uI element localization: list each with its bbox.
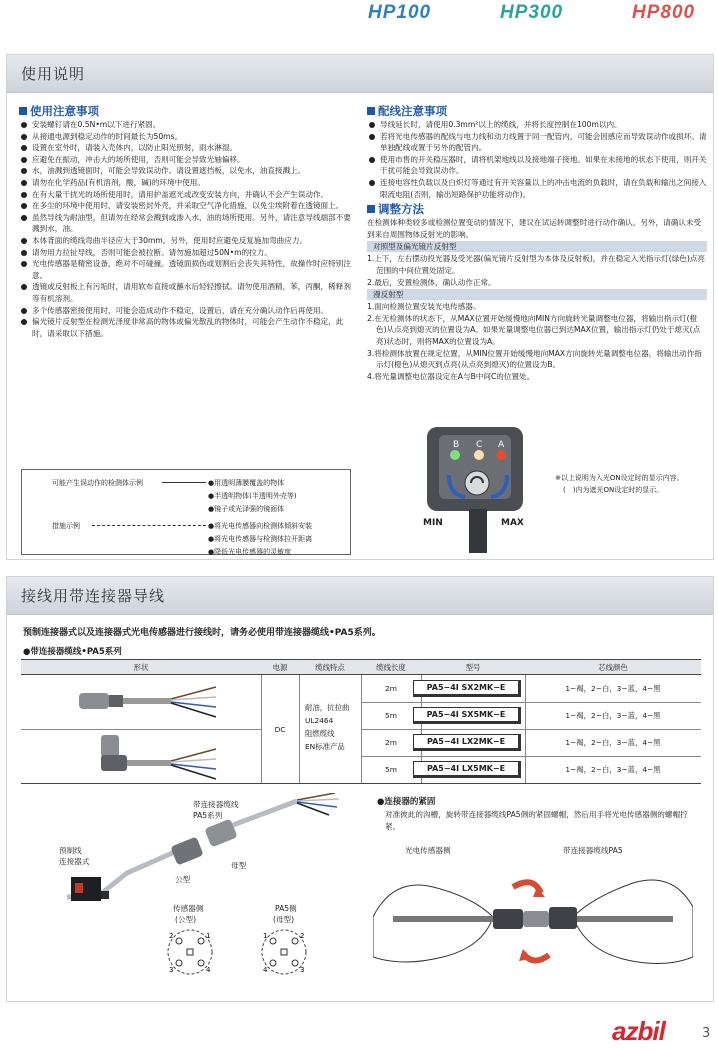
core-colors: 1−褐，2−白，3−蓝，4−黑: [565, 711, 661, 720]
col-header: 芯线颜色: [598, 662, 628, 672]
cable-length: 2m: [385, 684, 397, 693]
cable-table: [21, 659, 701, 783]
cable-length: 2m: [385, 738, 397, 747]
adjust-step: 1.面向检测位置安装光电传感器。: [367, 302, 481, 312]
male-label: 公型: [175, 875, 191, 884]
col-header: 型号: [465, 662, 481, 672]
lead-text: 预制连接器式以及连接器式光电传感器进行接线时，请务必使用带连接器缆线•PA5系列。: [23, 628, 381, 638]
usage-note-item: 请勿用力拉扯导线，否则可能会被拉断。请勿施加超过50N•m的拉力。: [19, 247, 357, 259]
power-value: DC: [274, 724, 286, 734]
usage-note-item: 应避免在振动，冲击大的场所使用，否则可能会导致光轴偏移。: [19, 154, 357, 166]
connector-cable-panel: [6, 576, 714, 1002]
female-label: 母型: [231, 861, 247, 870]
prewired-label: 连接器式: [59, 857, 90, 866]
usage-note-item: 本体背面的缆线弯曲半径应大于30mm。另外，使用时应避免反复施加弯曲应力。: [19, 235, 357, 247]
usage-note-item: 偏光镜片反射型在检测光泽度非常高的物体或偏光散乱的物体时，可能会产生动作不稳定，此时，请采取以下措施。: [19, 316, 357, 339]
measure-item: ●将光电传感器与检测体拉开距离: [208, 535, 313, 543]
wiring-note-item: 若将光电传感器的配线与电力线和动力线置于同一配管内，可能会因感应而导致误动作或损坏。请单独配线或置于另外的配管内。: [367, 131, 707, 154]
section-title: 接线用带连接器导线: [21, 587, 166, 605]
prewired-label: 预制线: [59, 846, 82, 855]
angle-connector-image: [71, 733, 221, 781]
adjust-step: 2.最后，安置检测体，确认动作正常。: [367, 277, 496, 287]
example-item: ●用透明薄膜覆盖的物体: [208, 479, 285, 487]
adjust-step: 1.上下，左右摆动投光器及受光器(偏光镜片反射型为本体及反射板)，并在稳定入光指示灯(绿色)点亮范围的中间位置处固定。: [367, 254, 706, 275]
col-header: 缆线长度: [376, 662, 406, 672]
cable-model: PA5−4I SX2MK−E: [413, 680, 521, 697]
pin-number: 2: [169, 932, 174, 940]
adjust-step: 3.将检测体放置在规定位置，从MIN位置开始缓慢地向MAX方向旋转光量调整电位器，将输出动作指示灯(橙色)从熄灭到点亮(从点亮到熄灭)的位置设为B。: [367, 348, 702, 370]
pin-number: 4: [206, 966, 211, 974]
indicator-letter-a: A: [498, 440, 505, 450]
adjust-subhead-diffuse: 漫反射型: [367, 289, 707, 300]
usage-list: [19, 119, 357, 339]
wiring-note-item: 使用市售的开关稳压器时，请将机架地线以及接地端子接地。如果在未接地的状态下使用，则开关干扰可能会导致误动作。: [367, 154, 707, 177]
hands-fastening-illustration: [373, 857, 693, 983]
pin-number: 3: [300, 966, 305, 974]
usage-note-item: 透镜或反射板上有污垢时，请用软布直接或蘸水后轻轻擦拭。请勿使用酒精，苯，丙酮，稀释剂等有机溶剂。: [19, 281, 357, 304]
measure-label: 措施示例: [52, 522, 80, 530]
pin-number: 4: [263, 966, 268, 974]
adjust-through-steps: [367, 253, 707, 288]
table-heading: ●带连接器缆线•PA5系列: [23, 647, 122, 657]
section-banner: [7, 577, 713, 615]
pin-number: 2: [300, 932, 305, 940]
cable-length: 5m: [385, 711, 397, 720]
usage-heading: 使用注意事项: [19, 103, 357, 119]
pin-number: 1: [263, 932, 268, 940]
indicator-letter-c: C: [476, 440, 483, 450]
model-hp100: HP100: [368, 2, 432, 23]
adjust-heading: 调整方法: [367, 201, 707, 217]
usage-note-item: 安装螺钉请在0.5N•m以下进行紧固。: [19, 119, 357, 131]
pa5-side-caption: 带连接器缆线PA5: [563, 846, 623, 855]
usage-note-item: 光电传感器是精密设备，绝对不可碰撞。透镜面损伤或划割后会丧失其特性，故操作时应特别注意。: [19, 258, 357, 281]
pa5-side-label: (母型): [273, 915, 295, 924]
core-colors: 1−褐，2−白，3−蓝，4−黑: [565, 738, 661, 747]
wiring-note-item: 连接电容性负载以及白炽灯等通过有开关容量以上的冲击电流的负载时，请在负载和输出之间接入限流电阻(否则，输出短路保护功能将动作)。: [367, 177, 707, 200]
usage-note-item: 请勿在化学药品(有机溶剂，酸，碱)的环境中使用。: [19, 177, 357, 189]
col-header: 缆线特点: [315, 662, 345, 672]
usage-note-item: 在有大量干扰光的场所使用时，请用护盖遮光或改变安装方向，并确认不会产生误动作。: [19, 189, 357, 201]
wiring-heading: 配线注意事项: [367, 103, 707, 119]
model-hp300: HP300: [500, 2, 564, 23]
wiring-list: [367, 119, 707, 200]
diagram-note: ( )内为遮光ON设定时的显示。: [563, 486, 664, 494]
brand-logo: azbil: [612, 1016, 665, 1046]
adjust-intro: 在检测体种类较多或检测位置变动的情况下，建议在试运转调整时进行动作确认。另外，请确认未受到来自周围物体反射光的影响。: [367, 218, 702, 239]
usage-instructions-panel: [6, 54, 714, 560]
pin-number: 3: [169, 966, 174, 974]
adjust-subhead-through: 对照型及偏光镜片反射型: [367, 241, 707, 252]
usage-note-item: 在多尘的环境中使用时，请安装密封外壳，并采取空气净化措施，以免尘埃附着在透镜面上。: [19, 200, 357, 212]
fasten-heading: ●连接器的紧固: [377, 797, 436, 807]
usage-note-item: 多个传感器密接使用时，可能会造成动作不稳定，设置后，请在充分确认动作后再使用。: [19, 305, 357, 317]
section-title: 使用说明: [21, 65, 86, 83]
female-pin-diagram: [259, 927, 309, 977]
example-box: [21, 469, 351, 555]
cable-label: PA5系列: [193, 811, 223, 820]
section-banner: [7, 55, 713, 93]
wiring-notes: [367, 103, 707, 382]
sensor-side-caption: 光电传感器侧: [405, 846, 451, 855]
col-header: 形状: [133, 662, 149, 672]
core-colors: 1−褐，2−白，3−蓝，4−黑: [565, 684, 661, 693]
pin-number: 1: [206, 932, 211, 940]
core-colors: 1−褐，2−白，3−蓝，4−黑: [565, 765, 661, 774]
measure-item: ●降低光电传感器的灵敏度: [208, 548, 292, 556]
example-label: 可能产生误动作的检测体示例: [52, 479, 143, 487]
min-label: MIN: [423, 518, 443, 528]
sensor-body-image: [71, 877, 111, 903]
usage-note-item: 水，油溅到透镜面时，可能会导致误动作。请设置遮挡板，以免水，油直接溅上。: [19, 165, 357, 177]
example-item: ●半透明物体(半透明外壳等): [208, 492, 297, 500]
adjust-step: 4.将光量调整电位器设定在A与B中间C的位置处。: [367, 371, 535, 381]
adjust-diffuse-steps: [367, 301, 707, 382]
measure-item: ●将光电传感器向检测体倾斜安装: [208, 522, 313, 530]
cable-label: 带连接器缆线: [193, 800, 239, 809]
col-header: 电源: [272, 662, 288, 672]
cable-length: 5m: [385, 765, 397, 774]
usage-note-item: 虽然导线为耐油型，但请勿在经常会溅到或渗入水，油的场所使用。另外，请注意导线端部不要溅到水，油。: [19, 212, 357, 235]
indicator-letter-b: B: [453, 440, 460, 450]
male-pin-diagram: [165, 927, 215, 977]
cable-model: PA5−4I SX5MK−E: [413, 707, 521, 724]
wiring-note-item: 导线延长时，请使用0.3mm²以上的缆线，并将长度控制在100m以内。: [367, 119, 707, 131]
usage-note-item: 从接通电源到稳定动作的时间最长为50ms。: [19, 131, 357, 143]
sensor-side-label: 传感器侧: [173, 904, 204, 913]
cable-model: PA5−4I LX5MK−E: [413, 761, 521, 778]
sensor-indicator-diagram: [419, 421, 539, 555]
model-hp800: HP800: [632, 2, 696, 23]
straight-connector-image: [71, 679, 221, 725]
cable-features: 耐油，抗拉曲 UL2464 阻燃缆线 EN标准产品: [305, 703, 350, 751]
usage-notes: [19, 103, 357, 339]
example-item: ●镜子或光泽强的镜面体: [208, 505, 285, 513]
usage-note-item: 设置在室外时，请装入壳体内，以防止阳光照射，雨水淋湿。: [19, 142, 357, 154]
fasten-text: 对准彼此的沟槽，旋转带连接器缆线PA5侧的紧固螺帽，然后用手将光电传感器侧的螺帽拧紧。: [385, 810, 688, 831]
diagram-note: ※以上说明为入光ON设定时的显示内容。: [555, 474, 684, 482]
page-number: 3: [702, 1026, 711, 1041]
cable-model: PA5−4I LX2MK−E: [413, 734, 521, 751]
pa5-side-label: PA5侧: [275, 904, 297, 913]
sensor-side-label: (公型): [175, 915, 197, 924]
max-label: MAX: [501, 518, 524, 528]
adjust-step: 2.在无检测体的状态下，从MAX位置开始缓慢地向MIN方向旋转光量调整电位器，将输出指示灯(橙色)从点亮到熄灭的位置设为A。如果光量调整电位器已到达MAX位置，输出指示灯仍处于熄灭(点亮)状态时，则将MAX的位置设为A。: [367, 313, 701, 346]
